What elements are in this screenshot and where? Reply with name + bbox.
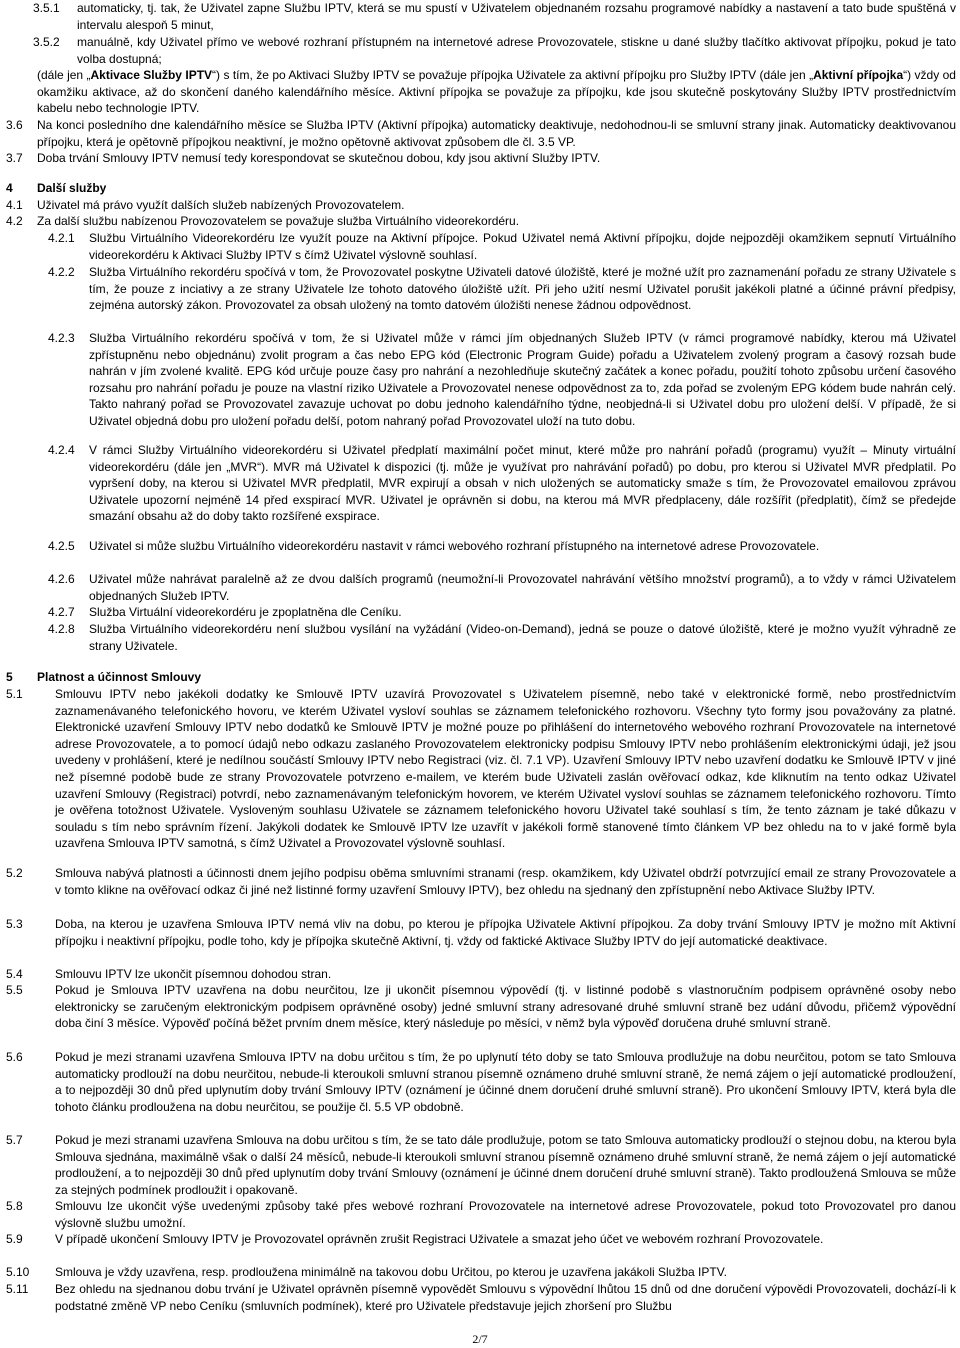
clause-number: 4.2 <box>6 214 23 228</box>
clause-number: 4.2.2 <box>48 265 75 279</box>
section-title: Další služby <box>37 181 107 195</box>
clause-text: Pokud je Smlouva IPTV uzavřena na dobu neurčitou, lze ji ukončit písemnou výpovědí (tj. v listinné podobě s vlastnoručním podpisem oprávněné osoby nebo elektronicky se zaručeným elektronickým podpisem oprávněné osoby) jedné smluvní strany adresované druhé smluvní straně bez udání důvodu, přičemž výpovědní doba činí 3 měsíce. Výpověď počíná běžet prvním dnem měsíce, který následuje po měsíci, v němž byla výpověď doručena druhé smluvní straně. <box>55 983 956 1031</box>
clause-number: 3.5.1 <box>33 1 60 15</box>
clause-number: 4.2.5 <box>48 539 75 553</box>
clause-text: Služba Virtuálního rekordéru spočívá v tom, že Provozovatel poskytne Uživateli datové úložiště, které je možné užít pro zaznamenání pořadu ze strany Uživatele s tím, že pouze z inciativy a ze strany Uživatele lze tohoto datového úložiště užít. Při jeho užití nesmí Uživatel porušit jakékoli platné a účinné právní předpisy, zejména autorský zákon. Provozovatel za obsah uložený na tomto datovém úložišti nenese žádnou odpovědnost. <box>89 265 956 313</box>
clause-number: 4.2.8 <box>48 622 75 636</box>
clause-number: 4.2.4 <box>48 443 75 457</box>
clause-number: 4.2.7 <box>48 605 75 619</box>
clause-text: Smlouva nabývá platnosti a účinnosti dnem jejího podpisu oběma smluvními stranami (resp. okamžikem, kdy Uživatel obdrží potvrzující email ze strany Provozovatele a v tomto klikne na ověřovací odkaz či jiné než listinné formy uzavření Smlouvy IPTV), bez ohledu na sjednaný den zpřístupnění nebo Aktivace Služby IPTV. <box>55 866 956 897</box>
clause-text: Smlouva je vždy uzavřena, resp. prodloužena minimálně na takovou dobu Určitou, po kterou je uzavřena jakákoli Služba IPTV. <box>55 1265 727 1279</box>
section-title: Platnost a účinnost Smlouvy <box>37 670 202 684</box>
clause-text: (dále jen „Aktivace Služby IPTV“) s tím, že po Aktivaci Služby IPTV se považuje přípojka Uživatele za aktivní přípojku pro Služby IPTV (dále jen „Aktivní přípojka“) vždy od okamžiku aktivace, až do skončení daného kalendářního měsíce. Aktivní přípojka se považuje za přípojku, kde jsou skutečně poskytovány Služby IPTV prostřednictvím kabelu nebo technologie IPTV. <box>37 68 956 116</box>
clause-number: 5.6 <box>6 1050 23 1064</box>
clause-number: 5.10 <box>6 1265 30 1279</box>
clause-text: Za další službu nabízenou Provozovatelem se považuje služba Virtuálního videorekordéru. <box>37 214 520 228</box>
section-number: 5 <box>6 670 13 684</box>
clause-number: 5.9 <box>6 1232 23 1246</box>
clause-text: Smlouvu IPTV lze ukončit písemnou dohodou stran. <box>55 967 332 981</box>
clause-text: manuálně, kdy Uživatel přímo ve webové rozhraní přístupném na internetové adrese Provozovatele, stiskne u dané služby tlačítko aktivovat přípojku, pokud je tato volba dostupná; <box>77 35 956 66</box>
clause-text: Uživatel může nahrávat paralelně až ze dvou dalších programů (neumožní-li Provozovatel nahrávání většího množství programů), a to vždy v rámci Uživatelem objednaných Služeb IPTV. <box>89 572 956 603</box>
clause-text: Na konci posledního dne kalendářního měsíce se Služba IPTV (Aktivní přípojka) automaticky deaktivuje, nedohodnou-li se smluvní strany jinak. Automaticky deaktivovanou přípojku, která je opětovně přípojkou neaktivní, je možno opětovně aktivovat způsobem dle čl. 3.5 VP. <box>37 118 956 149</box>
clause-text: V případě ukončení Smlouvy IPTV je Provozovatel oprávněn zrušit Registraci Uživatele a smazat jeho účet ve webovém rozhraní Provozovatele. <box>55 1232 824 1246</box>
clause-number: 5.1 <box>6 687 23 701</box>
clause-number: 4.2.6 <box>48 572 75 586</box>
clause-text: automaticky, tj. tak, že Uživatel zapne Službu IPTV, která se mu spustí v Uživatelem objednaném rozsahu programové nabídky a nastavení a tato bude spuštěná v intervalu alespoň 5 minut, <box>77 1 956 32</box>
clause-number: 5.8 <box>6 1199 23 1213</box>
clause-text: Pokud je mezi stranami uzavřena Smlouva na dobu určitou s tím, že se tato dále prodlužuje, potom se tato Smlouva automaticky prodlouží o stejnou dobu, na kterou byla Smlouva sjednána, maximálně však o další 24 měsíců, nebude-li kteroukoli smluvní stranou písemně oznámeno druhé smluvní straně, že nemá zájem o její automatické prodloužení, a to nejpozději 30 dnů před uplynutím doby trvání Smlouvy (oznámení je účinné dnem doručení druhé smluvní straně). Takto prodloužená Smlouva se může za stejných podmínek prodloužit i opakovaně. <box>55 1133 956 1197</box>
section-number: 4 <box>6 181 13 195</box>
clause-text: Smlouvu lze ukončit výše uvedenými způsoby také přes webové rozhraní Provozovatele na internetové adrese Provozovatele, pokud toto Provozovatel pro danou výslovně službu umožní. <box>55 1199 956 1230</box>
clause-number: 5.4 <box>6 967 23 981</box>
page-number: 2/7 <box>472 1332 488 1346</box>
clause-number: 5.2 <box>6 866 23 880</box>
clause-number: 5.5 <box>6 983 23 997</box>
clause-text: Bez ohledu na sjednanou dobu trvání je Uživatel oprávněn písemně vypovědět Smlouvu s výpovědní lhůtou 15 dnů od dne doručení výpovědi Provozovateli, dochází-li k podstatné změně VP nebo Ceníku (smluvních podmínek), které pro Uživatele představuje jejich zhoršení pro Službu <box>55 1282 956 1313</box>
clause-text: Doba trvání Smlouvy IPTV nemusí tedy korespondovat se skutečnou dobou, kdy jsou aktivní Služby IPTV. <box>37 151 601 165</box>
clause-number: 4.1 <box>6 198 23 212</box>
clause-number: 3.7 <box>6 151 23 165</box>
clause-text: Službu Virtuálního Videorekordéru lze využít pouze na Aktivní přípojce. Pokud Uživatel nemá Aktivní přípojku, dojde nejpozději okamžikem sepnutí Virtuálního videorekordéru k Aktivaci Služby IPTV s čímž Uživatel výslovně souhlasí. <box>89 231 956 262</box>
clause-text: Uživatel má právo využít dalších služeb nabízených Provozovatelem. <box>37 198 405 212</box>
clause-number: 5.11 <box>6 1282 29 1296</box>
clause-text: Uživatel si může službu Virtuálního videorekordéru nastavit v rámci webového rozhraní přístupného na internetové adrese Provozovatele. <box>89 539 820 553</box>
clause-number: 4.2.1 <box>48 231 75 245</box>
clause-number: 5.7 <box>6 1133 23 1147</box>
clause-number: 4.2.3 <box>48 331 75 345</box>
clause-text: Služba Virtuálního videorekordéru není službou vysílání na vyžádání (Video-on-Demand), jedná se pouze o datové úložiště, které je možno využít výhradně ze strany Uživatele. <box>89 622 956 653</box>
clause-text: Služba Virtuálního rekordéru spočívá v tom, že si Uživatel může v rámci jím objednaných Služeb IPTV (v rámci programové nabídky, kterou má Uživatel zpřístupněnu nebo objednánu) zvolit program a čas nebo EPG kód (Electronic Program Guide) pořadu a Uživatelem zvolený program a časový rozsah bude nahrán v jím zvolené kvalitě. EPG kód určuje pouze časy pro nahrání a nezohledňuje skutečný začátek a konec pořadu, použití tohoto způsobu určení časového rozsahu pro nahrání pořadu je pouze na vlastní riziko Uživatele a Provozovatel nenese odpovědnost za to, zda pořad se zvoleným EPG kódem bude nahrán celý. Takto nahraný pořad se Provozovatel zavazuje uchovat po dobu jednoho kalendářního týdne, neobjedná-li si Uživatel dobu pro uložení delší. V případě, že si Uživatel objedná dobu pro uložení pořadu delší, potom nahraný pořad Provozovatel uloží na tuto dobu. <box>89 331 956 428</box>
clause-text: Pokud je mezi stranami uzavřena Smlouva IPTV na dobu určitou s tím, že po uplynutí této doby se tato Smlouva prodlužuje na dobu neurčitou, potom se tato Smlouva automaticky prodlouží na dobu neurčitou, nebude-li kteroukoli smluvní stranou písemně oznámeno druhé smluvní straně, že nemá zájem o její automatické prodloužení, a to nejpozději 30 dnů před uplynutím doby trvání Smlouvy IPTV (oznámení je účinné dnem doručení druhé smluvní straně). Pro ukončení Smlouvy IPTV, která byla dle tohoto článku prodloužena na dobu neurčitou, se použije čl. 5.5 VP obdobně. <box>55 1050 956 1114</box>
clause-text: Služba Virtuální videorekordéru je zpoplatněna dle Ceníku. <box>89 605 402 619</box>
clause-text: Smlouvu IPTV nebo jakékoli dodatky ke Smlouvě IPTV uzavírá Provozovatel s Uživatelem písemně, nebo také v elektronické formě, nebo prostřednictvím zaznamenávaného telefonického hovoru, ve kterém Uživatel vysloví souhlas se záznamem telefonického rozhovoru. Všechny tyto formy jsou považovány za platné. Elektronické uzavření Smlouvy IPTV nebo dodatků ke Smlouvě IPTV je možné pouze po přihlášení do internetového webového rozhraní Provozovatele na internetové adrese Provozovatele, a to pomocí údajů nebo odkazu zaslaného Provozovatelem elektronicky podpisu Smlouvy IPTV nebo prohlášením elektronickými údaji, jež jsou uvedeny v prohlášení, které je nedílnou součástí Smlouvy IPTV nebo Registraci (viz. čl. 7.1 VP). Uzavření Smlouvy IPTV nebo uzavření dodatku ke Smlouvě IPTV v jiné než písemné podobě bude ze strany Provozovatele potvrzeno e-mailem, ve kterém bude Uživateli zaslán ověřovací odkaz, kde kliknutím na tento odkaz Uživatel uzavření Smlouvy (Registraci) potvrdí, nebo zaznamenávaným telefonickým hovorem, ve kterém Uživatel vysloví souhlas se záznamem telefonického rozhovoru. Tímto je ověřena totožnost Uživatele. Vysloveným souhlasu Uživatele se záznamem telefonického hovoru Uživatel také souhlasí s tím, že tento záznam je také důkazu v souladu s tím nebo správním řízení. Jakýkoli dodatek ke Smlouvě IPTV lze uzavřít v jakékoli formě stanovené tímto článkem VP bez ohledu na to v jaké formě byla uzavřena Smlouva IPTV samotná, s čímž Uživatel a Provozovatel výslovně souhlasí. <box>55 687 956 851</box>
clause-text: Doba, na kterou je uzavřena Smlouva IPTV nemá vliv na dobu, po kterou je přípojka Uživatele Aktivní přípojkou. Za doby trvání Smlouvy IPTV je možno mít Aktivní přípojku i neaktivní přípojku, podle toho, kdy je přípojka skutečně Aktivní, tj. vždy od faktické Aktivace Služby IPTV do její automatické deaktivace. <box>55 917 956 948</box>
clause-number: 3.6 <box>6 118 23 132</box>
clause-text: V rámci Služby Virtuálního videorekordéru si Uživatel předplatí maximální počet minut, které může pro nahrání pořadů (programu) využít – Minuty virtuální videorekordéru (dále jen „MVR“). MVR má Uživatel k dispozici (tj. může je využívat pro nahrávání pořadů) po dobu, pro kterou si Uživatel MVR předplatil. Po vypršení doby, na kterou si Uživatel MVR předplatil, MVR expirují a obsah v nich uložených se automaticky smaže s tím, že Provozovatel emailovou zprávou Uživatele upozorní nejméně 14 před exspirací MVR. Uživatel je oprávněn si dobu, na kterou má MVR předplaceny, dále rozšířit (předplatit), čímž se předejde smazání obsahu až do doby takto rozšířené exspirace. <box>89 443 956 524</box>
clause-number: 5.3 <box>6 917 23 931</box>
clause-number: 3.5.2 <box>33 35 60 49</box>
